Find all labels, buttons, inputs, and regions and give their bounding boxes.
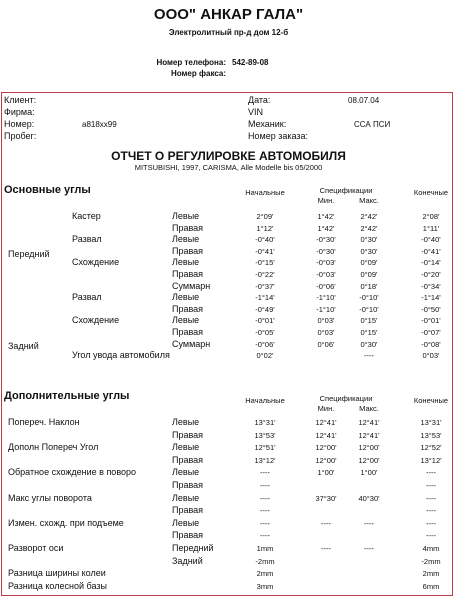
main-angles-row-final: -0°41'	[421, 246, 441, 256]
additional-angles-row-param: Измен. схожд. при подъеме	[8, 517, 124, 528]
additional-angles-row-initial: -2mm	[255, 556, 275, 566]
main-angles-row-final: -0°14'	[421, 258, 441, 268]
main-angles-row-min: 0°03'	[317, 328, 335, 337]
additional-angles-row-final: ----	[426, 468, 436, 478]
main-angles-row-max: 0°09'	[360, 258, 378, 268]
main-angles-row-min: 1°42'	[317, 212, 335, 221]
main-angles-row-initial: -0°06'	[255, 339, 275, 349]
main-angles-row-initial: -0°15'	[255, 258, 275, 268]
main-angles-row-side: Правая	[172, 269, 204, 279]
add-col-max: Макс.	[359, 404, 379, 413]
order-label: Номер заказа:	[248, 131, 309, 141]
additional-angles-row-min: 12°00'	[315, 455, 337, 465]
additional-angles-row-final: 2mm	[422, 569, 440, 579]
additional-angles-row-initial: 13°31'	[254, 418, 276, 427]
main-angles-row-max: 0°30'	[360, 246, 378, 256]
additional-angles-row-max: 12°00'	[358, 455, 380, 465]
additional-angles-row-final: ----	[426, 493, 436, 503]
main-angles-row-min: -0°06'	[316, 281, 336, 291]
additional-angles-row-min: 37°30'	[315, 493, 337, 503]
additional-angles-row-max: 12°41'	[358, 430, 380, 440]
main-angles-row-initial: -0°01'	[255, 316, 275, 326]
main-angles-row-side: Правая	[172, 303, 204, 314]
main-angles-row-initial: 0°02'	[256, 351, 274, 361]
mechanic-label: Механик:	[248, 119, 287, 129]
main-angles-row-side: Правая	[172, 222, 204, 233]
main-angles-row-final: -1°14'	[421, 293, 441, 303]
main-angles-row-min: -0°03'	[316, 258, 336, 268]
main-angles-row-side: Левые	[172, 315, 200, 326]
mileage-label: Пробег:	[4, 131, 37, 141]
additional-angles-row-final: 4mm	[422, 544, 440, 553]
main-angles-row-final: -0°01'	[421, 316, 441, 326]
additional-angles-row-param: Макс углы поворота	[8, 492, 92, 503]
additional-angles-row-side: Левые	[172, 492, 200, 503]
additional-angles-row-initial: ----	[260, 518, 270, 528]
additional-angles-row-initial: ----	[260, 493, 270, 503]
additional-angles-row-initial: 2mm	[256, 569, 274, 579]
additional-angles-row-max: 12°00'	[358, 443, 380, 453]
group-front-label: Передний	[8, 249, 50, 259]
additional-angles-row-min: ----	[321, 544, 331, 553]
main-angles-row-side: Левые	[172, 234, 200, 245]
main-angles-row-side: Правая	[172, 245, 204, 256]
main-angles-row-max: 2°42'	[360, 223, 378, 233]
main-col-max: Макс.	[359, 196, 379, 205]
main-angles-row-side: Левые	[172, 292, 200, 303]
additional-angles-row-min: ----	[321, 518, 331, 528]
additional-angles-row-param: Разворот оси	[8, 543, 64, 553]
additional-angles-row-initial: 1mm	[256, 544, 274, 553]
main-angles-row-final: -0°20'	[421, 270, 441, 279]
additional-angles-row-side: Правая	[172, 505, 204, 516]
main-angles-row-initial: -0°22'	[255, 270, 275, 279]
additional-angles-row-final: ----	[426, 518, 436, 528]
additional-angles-row-initial: ----	[260, 531, 270, 541]
main-col-final: Конечные	[413, 188, 449, 197]
additional-angles-row-param: Обратное схождение в поворо	[8, 467, 137, 478]
main-angles-row-max: -0°10'	[359, 304, 379, 314]
mechanic-value: ССА ПСИ	[354, 120, 391, 129]
additional-angles-row-min: 12°41'	[315, 430, 337, 440]
main-angles-row-max: 0°15'	[360, 316, 378, 326]
main-angles-row-final: 1°11'	[422, 223, 440, 233]
main-angles-row-max: 2°42'	[360, 212, 378, 221]
main-angles-row-param: Развал	[72, 292, 102, 303]
main-angles-row-initial: -0°05'	[255, 328, 275, 337]
additional-angles-row-min: 12°41'	[315, 418, 337, 427]
add-col-min: Мин.	[317, 404, 335, 413]
company-address: Электролитный пр-д дом 12-б	[168, 28, 289, 37]
main-angles-row-max: -0°10'	[359, 293, 379, 303]
main-angles-row-max: 0°18'	[360, 281, 378, 291]
additional-angles-row-final: 13°12'	[420, 455, 442, 465]
main-angles-row-min: -1°10'	[316, 304, 336, 314]
main-angles-row-initial: -0°41'	[255, 246, 275, 256]
additional-angles-row-side: Левые	[172, 517, 200, 528]
report-subtitle: MITSUBISHI, 1997, CARISMA, Alle Modelle bis 05/2000	[134, 163, 323, 172]
main-angles-row-final: -0°34'	[421, 281, 441, 291]
additional-angles-row-min: 12°00'	[315, 443, 337, 453]
additional-angles-row-param: Дополн Попереч Угол	[8, 442, 99, 453]
main-angles-row-final: 2°08'	[422, 212, 440, 221]
additional-angles-row-initial: ----	[260, 506, 270, 516]
additional-angles-row-side: Левые	[172, 417, 200, 427]
additional-angles-row-max: ----	[364, 518, 374, 528]
vin-label: VIN	[248, 107, 264, 117]
main-angles-row-min: 0°03'	[317, 316, 335, 326]
main-angles-row-max: ----	[364, 351, 374, 361]
additional-angles-row-final: ----	[426, 481, 436, 490]
additional-angles-row-initial: 13°53'	[254, 430, 276, 440]
additional-angles-row-side: Правая	[172, 480, 204, 490]
main-angles-row-final: 0°03'	[422, 351, 440, 361]
main-angles-row-min: -0°30'	[316, 246, 336, 256]
report-title: ОТЧЕТ О РЕГУЛИРОВКЕ АВТОМОБИЛЯ	[111, 149, 346, 163]
main-angles-row-side: Левые	[172, 211, 200, 221]
main-angles-row-initial: -0°49'	[255, 304, 275, 314]
main-angles-row-initial: -1°14'	[255, 293, 275, 303]
main-angles-row-side: Суммарн	[172, 338, 211, 349]
main-angles-row-initial: 2°09'	[256, 212, 274, 221]
additional-angles-row-side: Левые	[172, 467, 200, 478]
additional-angles-row-final: 6mm	[422, 581, 440, 591]
date-value: 08.07.04	[348, 96, 380, 105]
date-label: Дата:	[248, 95, 271, 105]
number-label: Номер:	[4, 119, 35, 129]
main-col-min: Мин.	[317, 196, 335, 205]
main-angles-row-max: 0°09'	[360, 270, 378, 279]
additional-angles-row-max: 40°30'	[358, 493, 380, 503]
main-angles-row-min: -0°03'	[316, 270, 336, 279]
main-angles-row-max: 0°30'	[360, 339, 378, 349]
additional-angles-row-param: Разница колесной базы	[8, 580, 107, 591]
phone-label: Номер телефона:	[156, 58, 226, 67]
add-col-spec: Спецификации	[319, 394, 373, 403]
main-angles-row-final: -0°50'	[421, 304, 441, 314]
additional-angles-row-side: Правая	[172, 454, 204, 465]
additional-angles-row-initial: ----	[260, 481, 270, 490]
main-angles-row-min: -0°30'	[316, 235, 336, 245]
main-angles-title: Основные углы	[4, 184, 91, 196]
additional-angles-row-side: Задний	[172, 555, 203, 566]
main-angles-row-initial: 1°12'	[256, 223, 274, 233]
additional-angles-row-max: 1°00'	[360, 468, 378, 478]
main-angles-row-side: Левые	[172, 257, 200, 268]
additional-angles-title: Дополнительные углы	[4, 390, 130, 402]
main-angles-row-final: -0°08'	[421, 339, 441, 349]
additional-angles-row-param: Попереч. Наклон	[8, 417, 80, 427]
additional-angles-row-max: 12°41'	[358, 418, 380, 427]
phone-value: 542-89-08	[232, 58, 269, 67]
add-col-final: Конечные	[413, 396, 449, 405]
main-angles-row-initial: -0°37'	[255, 281, 275, 291]
additional-angles-row-final: ----	[426, 531, 436, 541]
additional-angles-row-initial: 3mm	[256, 581, 274, 591]
main-angles-row-min: -1°10'	[316, 293, 336, 303]
main-col-spec: Спецификации	[319, 186, 373, 195]
additional-angles-row-side: Левые	[172, 442, 200, 453]
main-angles-row-side: Правая	[172, 327, 204, 337]
main-angles-row-param: Развал	[72, 234, 102, 245]
fax-label: Номер факса:	[170, 69, 226, 78]
main-angles-row-min: 0°06'	[317, 339, 335, 349]
group-rear-label: Задний	[8, 341, 39, 351]
main-angles-row-final: -0°07'	[421, 328, 441, 337]
main-angles-row-min: 1°42'	[317, 223, 335, 233]
add-col-initial: Начальные	[245, 396, 285, 405]
additional-angles-row-initial: 12°51'	[254, 443, 276, 453]
additional-angles-row-final: 12°52'	[420, 443, 442, 453]
main-angles-row-max: 0°30'	[360, 235, 378, 245]
additional-angles-row-max: ----	[364, 544, 374, 553]
additional-angles-row-side: Правая	[172, 429, 204, 440]
client-label: Клиент:	[4, 95, 37, 105]
company-name: ООО" АНКАР ГАЛА"	[153, 6, 304, 23]
main-angles-row-param: Кастер	[72, 211, 101, 221]
main-angles-row-side: Суммарн	[172, 280, 211, 291]
main-angles-row-final: -0°40'	[421, 235, 441, 245]
additional-angles-row-final: ----	[426, 506, 436, 516]
main-angles-row-initial: -0°40'	[255, 235, 275, 245]
main-angles-row-param: Схождение	[72, 315, 120, 326]
additional-angles-row-side: Правая	[172, 530, 204, 541]
additional-angles-row-min: 1°00'	[317, 468, 335, 478]
additional-angles-row-param: Разница ширины колеи	[8, 568, 106, 579]
main-col-initial: Начальные	[245, 188, 285, 197]
additional-angles-row-final: -2mm	[421, 556, 441, 566]
additional-angles-row-initial: ----	[260, 468, 270, 478]
additional-angles-row-final: 13°53'	[420, 430, 442, 440]
additional-angles-row-side: Передний	[172, 543, 214, 553]
main-angles-row-param: Схождение	[72, 257, 120, 268]
additional-angles-row-initial: 13°12'	[254, 455, 276, 465]
main-angles-row-param: Угол увода автомобиля	[72, 350, 170, 361]
firm-label: Фирма:	[4, 107, 35, 117]
additional-angles-row-final: 13°31'	[420, 418, 442, 427]
main-angles-row-max: 0°15'	[360, 328, 378, 337]
number-value: а818хх99	[82, 120, 117, 129]
